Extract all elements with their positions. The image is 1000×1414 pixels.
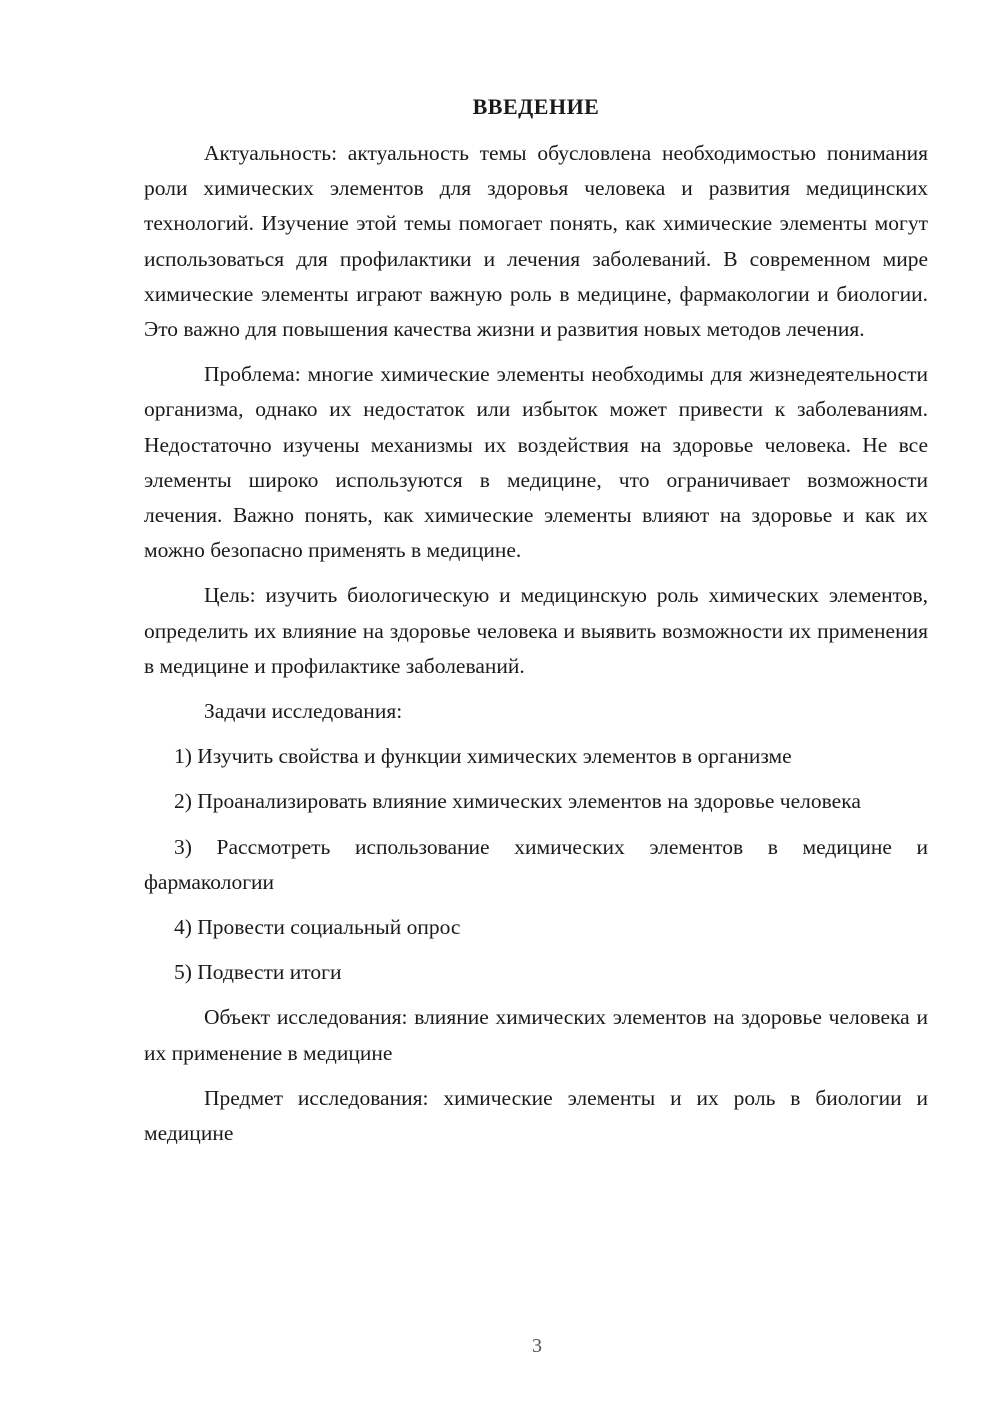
page-number: 3 [532,1335,542,1357]
page-title: ВВЕДЕНИЕ [472,94,600,119]
relevance-paragraph: Актуальность: актуальность темы обусловлена необходимостью понимания роли химических элементов для здоровья человека и развития медицинских технологий. Изучение этой темы помогает понять, как химические элементы могут использоваться для профилактики и лечения заболеваний. В современном мире химические элементы играют важную роль в медицине, фармакологии и биологии. Это важно для повышения качества жизни и развития новых методов лечения. [144,141,928,342]
problem-paragraph: Проблема: многие химические элементы необходимы для жизнедеятельности организма, однако их недостаток или избыток может привести к заболеваниям. Недостаточно изучены механизмы их воздействия на здоровье человека. Не все элементы широко используются в медицине, что ограничивает возможности лечения. Важно понять, как химические элементы влияют на здоровье и как их можно безопасно применять в медицине. [144,362,928,563]
task-item: 4) Провести социальный опрос [174,915,461,940]
document-page [144,92,928,1151]
task-item: 1) Изучить свойства и функции химических элементов в организме [174,744,792,769]
task-item: 2) Проанализировать влияние химических элементов на здоровье человека [174,789,861,814]
task-item: 3) Рассмотреть использование химических элементов в медицине и фармакологии [144,834,928,894]
subject-paragraph: Предмет исследования: химические элементы и их роль в биологии и медицине [144,1085,928,1146]
object-paragraph: Объект исследования: влияние химических элементов на здоровье человека и их применение в медицине [144,1005,928,1065]
task-item: 5) Подвести итоги [174,960,342,985]
goal-paragraph: Цель: изучить биологическую и медицинскую роль химических элементов, определить их влияние на здоровье человека и выявить возможности их применения в медицине и профилактике заболеваний. [144,583,928,678]
tasks-heading: Задачи исследования: [204,699,403,724]
